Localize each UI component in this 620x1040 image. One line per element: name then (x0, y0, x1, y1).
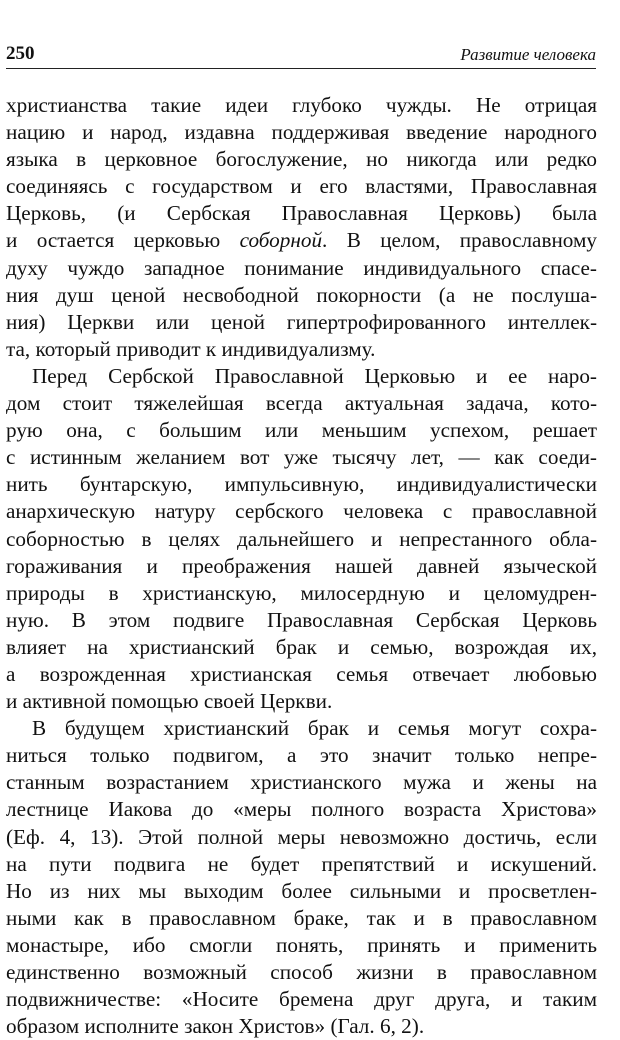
page-number: 250 (6, 43, 35, 64)
text-line: станным возрастанием христианского мужа и жены на (6, 770, 597, 795)
text-line: лестнице Иакова до «меры полного возраста Христова» (6, 797, 597, 822)
text-run: . В целом, православному (322, 228, 597, 253)
text-run: и остается церковью (6, 228, 240, 253)
text-line: а возрожденная христианская семья отвечает любовью (6, 661, 597, 686)
text-line: ния душ ценой несвободной покорности (а не послуша- (6, 282, 597, 307)
text-line: та, который приводит к индивидуализму. (6, 336, 376, 361)
text-line: ниться только подвигом, а это значит только непре- (6, 743, 597, 768)
text-line: языка в церковное богослужение, но никогда или редко (6, 147, 597, 172)
text-line: соборностью в целях дальнейшего и непрестанного обла- (6, 526, 597, 551)
text-line: ния) Церкви или ценой гипертрофированного интеллек- (6, 309, 597, 334)
body-text (6, 92, 597, 1040)
text-line: влияет на христианский брак и семью, возрождая их, (6, 634, 597, 659)
text-line: образом исполните закон Христов» (Гал. 6, 2). (6, 1014, 425, 1039)
text-line: единственно возможный способ жизни в православном (6, 960, 597, 984)
text-line: Но из них мы выходим более сильными и просветлен- (6, 878, 597, 903)
text-line: природы в христианскую, милосердную и целомудрен- (6, 580, 597, 605)
text-line: ными как в православном браке, так и в православном (6, 905, 597, 930)
text-line: соединяясь с государством и его властями, Православная (6, 174, 597, 199)
running-title: Развитие человека (460, 45, 596, 64)
text-line: нить бунтарскую, импульсивную, индивидуалистически (6, 472, 597, 497)
text-line: духу чуждо западное понимание индивидуального спасе- (6, 255, 597, 280)
text-line: нацию и народ, издавна поддерживая введение народного (6, 120, 597, 145)
emphasis-sobornoy: соборной (239, 228, 323, 253)
text-line: В будущем христианский брак и семья могут сохра- (32, 716, 597, 741)
page-header (6, 42, 596, 69)
text-line: на пути подвига не будет препятствий и искушений. (6, 851, 597, 876)
text-line: дом стоит тяжелейшая всегда актуальная задача, кото- (6, 391, 597, 416)
text-line: монастыре, ибо смогли понять, принять и применить (6, 932, 597, 957)
text-line: христианства такие идеи глубоко чужды. Не отрицая (6, 93, 597, 117)
text-line: ную. В этом подвиге Православная Сербская Церковь (6, 607, 597, 632)
text-line: с истинным желанием вот уже тысячу лет, — как соеди- (6, 445, 597, 470)
text-line: рую она, с большим или меньшим успехом, решает (6, 418, 597, 443)
text-line: Перед Сербской Православной Церковью и ее наро- (32, 363, 597, 388)
text-line: анархическую натуру сербского человека с православной (6, 499, 597, 524)
text-line: гораживания и преображения нашей давней языческой (6, 553, 597, 578)
text-line: подвижничестве: «Носите бремена друг друга, и таким (6, 987, 597, 1012)
text-line (6, 227, 597, 254)
text-line: (Еф. 4, 13). Этой полной меры невозможно достичь, если (6, 824, 597, 849)
text-line: Церковь, (и Сербская Православная Церковь) была (6, 201, 597, 226)
text-line: и активной помощью своей Церкви. (6, 689, 333, 714)
